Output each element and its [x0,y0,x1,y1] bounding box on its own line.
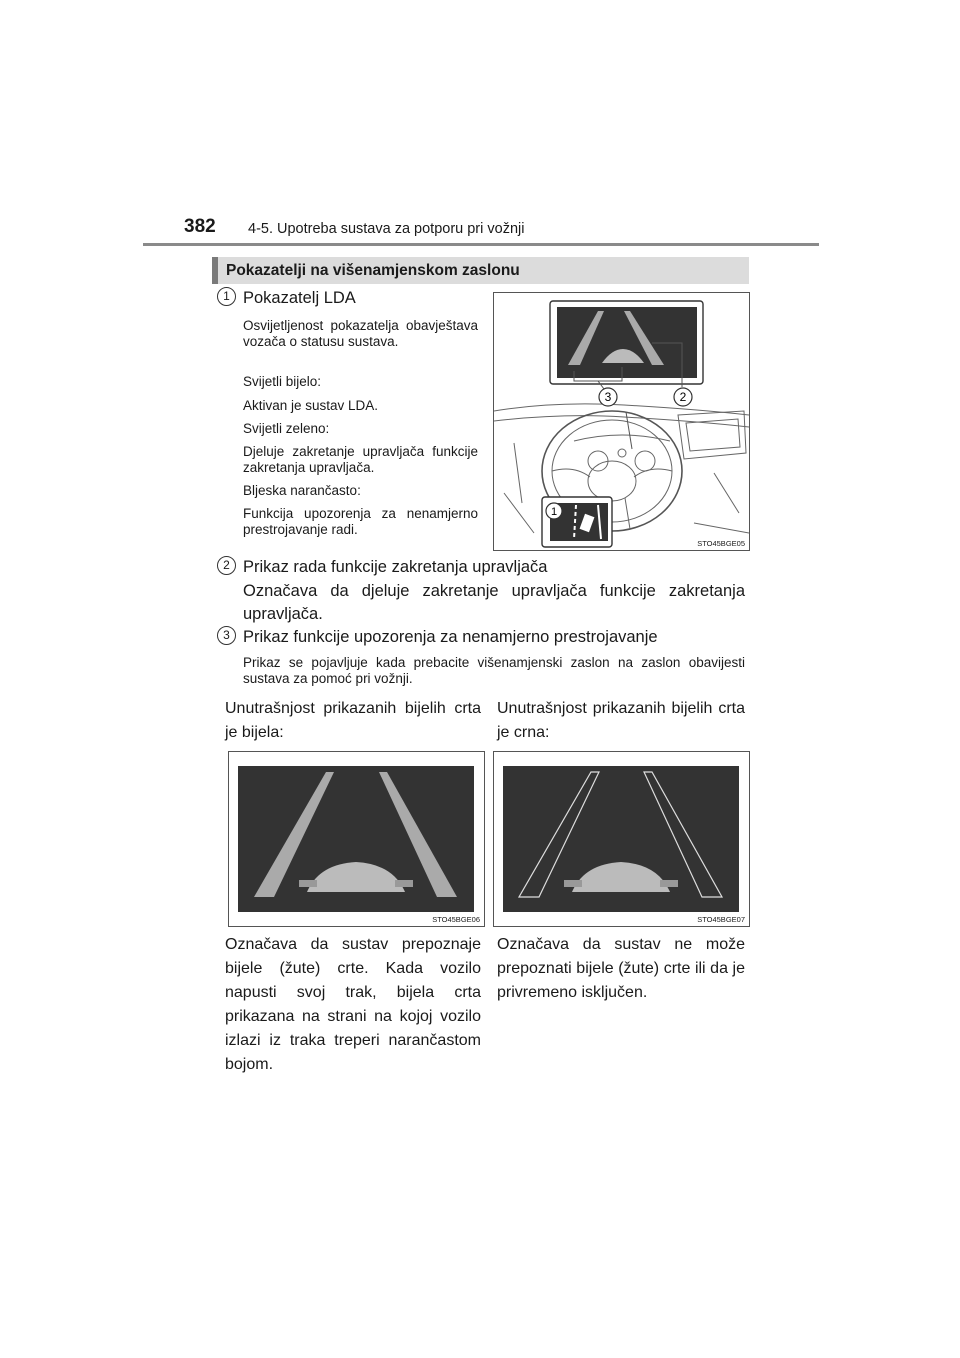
col-1-heading: Unutrašnjost prikazanih bijelih crta je bijela: [225,700,481,741]
callout-3: 3 [604,390,612,404]
section-title: Pokazatelji na višenamjenskom zaslonu [226,261,520,279]
chapter-title: 4-5. Upotreba sustava za potporu pri vožnji [248,221,525,237]
col-2-caption: Označava da sustav ne može prepoznati bijele (žute) crte ili da je privremeno isključen. [497,936,745,1001]
item-1-white-desc: Aktivan je sustav LDA. [243,398,379,413]
callout-1: 1 [550,506,558,518]
lanes-white-figure [228,751,485,927]
item-2-desc: Označava da djeluje zakretanje upravljača funkcije zakretanja upravljača. [243,582,745,623]
item-2-title: Prikaz rada funkcije zakretanja upravljača [243,558,548,576]
page-number: 382 [184,216,216,237]
figure-code-07: STO45BGE07 [697,915,745,924]
item-3-number: 3 [217,626,236,645]
item-2-number: 2 [217,556,236,575]
item-1-white-label: Svijetli bijelo: [243,374,322,389]
section-accent [212,257,218,284]
lanes-black-figure [493,751,750,927]
item-1-green-label: Svijetli zeleno: [243,421,330,436]
figure-code: STO45BGE05 [697,539,745,548]
header-divider [143,243,819,246]
item-3-title: Prikaz funkcije upozorenja za nenamjerno prestrojavanje [243,628,658,646]
figure-code-06: STO45BGE06 [432,915,480,924]
dashboard-figure [493,292,750,551]
lanes-white-illustration [229,752,484,926]
item-3-desc: Prikaz se pojavljuje kada prebacite višenamjenski zaslon na zaslon obavijesti sustava za pomoć pri vožnji. [243,655,745,686]
item-1-orange-desc: Funkcija upozorenja za nenamjerno prestrojavanje radi. [243,506,478,537]
item-1-number: 1 [217,287,236,306]
lanes-black-illustration [494,752,749,926]
section-header [212,257,749,284]
item-1-green-desc: Djeluje zakretanje upravljača funkcije zakretanja upravljača. [243,444,478,475]
callout-2: 2 [679,390,687,404]
col-1-caption: Označava da sustav prepoznaje bijele (žute) crte. Kada vozilo napusti svoj trak, bijela crta prikazana na strani na kojoj vozilo izlazi iz traka treperi narančastom bojom. [225,936,481,1073]
item-1-desc: Osvijetljenost pokazatelja obavještava vozača o statusu sustava. [243,318,478,349]
dashboard-illustration [494,293,749,550]
item-1-orange-label: Bljeska narančasto: [243,483,361,498]
item-1-title: Pokazatelj LDA [243,289,356,307]
col-2-heading: Unutrašnjost prikazanih bijelih crta je crna: [497,700,745,741]
